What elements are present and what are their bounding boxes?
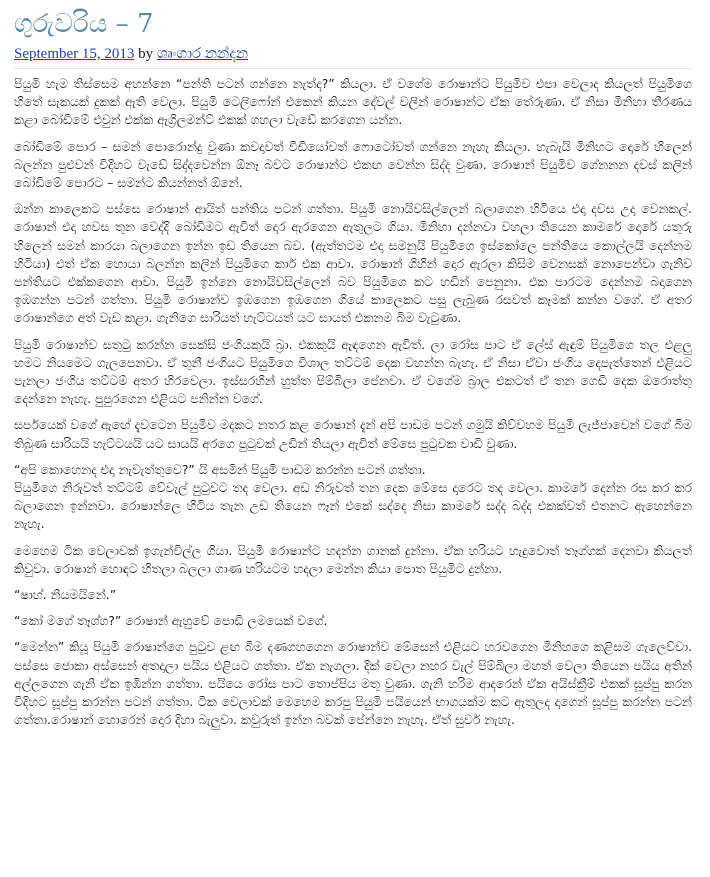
author-link[interactable]: ශෘංගාර නන්දන — [156, 46, 249, 62]
by-label: by — [138, 46, 154, 62]
paragraph: පියුමි රොෂාන්ව සතුටු කරන්න සෙක්සි ජංගියකුයි බ්‍රා. එකකුයි ඇඳගෙන ඇවිත්. ලා රෝස පාට ඒ ලේස් ඇඳුම් පියුමිගෙ තල එළලු හමට නියමෙට ගැලපෙනවා. ඒ තුනී ජංගියට පියුමිගෙ විශාල තට්ටම් දෙක වහන්න බැහැ. ඒ නිසා ඒවා ජංගිය දෙපැත්තෙන් එළියට පැනලා ජංගිය තට්ටම් අතර හිරවෙලා. ඉස්සරහින් හුත්ත පිම්බිලා පේනවා. ඒ වගේම බ්‍රාල එකටත් ඒ තන ගෙඩි දෙක ඔරොත්තු දෙන්නෙ නැහැ. පුපුරගෙන එළියට පනින්න වගේ. — [14, 336, 692, 407]
post-date-link[interactable]: September 15, 2013 — [14, 46, 135, 62]
paragraph: “මෙන්න” කියූ පියුමි රොෂාන්ගෙ පුටුව ළඟ බිම දණගහගෙන රොෂාන්ව මේසෙන් එළියට හරවගෙන මිනිහගෙ කළිසම ගැලෙව්වා. පස්සෙ ජොකා අස්සෙන් අතදාලා පයිය එළියට ගත්තා. ඒක නැගලා. දික් වෙලා නහර වැල් පිම්බිලා මහත් වෙලා තියෙන පයිය අතින් අල්ලගෙන ගැනි ඒක ඉඹින්න ගත්තා. පයියෙ රෝස පාට තොප්පිය මතු වුණා. ගැනි හරිම ආදරෙන් ඒක අයිස්ක්‍රීම් එකක් සූප්පු කරන විදිහට සූප්පු කරන්න පටන් ගත්තා. ටික වෙලාවක් මෙහෙම කරපු පියුමි පයියෙන් භාගයක්ම කට ඇතුලද දාගෙන් සූප්පු කරන්න පටන් ගත්තා.රොෂාන් හොරෙන් දොර දිහා බැලුවා. කවුරුත් ඉන්න බවක් පේන්නෙ නැහැ. ඒත් සුවර් නැහැ. — [14, 639, 692, 728]
paragraph: සර්පයෙක් වගේ ඇඟේ දැවටෙන පියුමිව මදකට නතර කළ රොෂාන් දැන් අපි පාඩම පටන් ගමුයි කිව්වහම පියුමි ලැජ්ජාවෙන් වගේ බිම තිබුණ සාරියයි හැට්ටයයි යට සායයි අරගෙ පුටුවක් උඩින් තියලා ඇවිත් මේසෙ පුටුවක වාඩි වුණා. — [14, 417, 692, 451]
post-title: ගුරුවරිය – 7 — [14, 9, 154, 39]
paragraph: “අපි කොහෙනද එදා නැවැත්තුවෙ?” යි අසමින් පියුමි පාඩම කරන්න පටන් ගත්තා. පියුමිගෙ නිරුවත් තට්ටම් වේවැල් පුටුවට තද වෙලා. අඩ නිරුවත් තන දෙක මේසෙ දාරෙට තද වෙලා. කාමරේ දෙන්න රස කර කර බලාගෙන ඉන්නවා. රොෂාන්ලෙ හිටිය තැන උඩ තියෙන ෆෑන් එකේ සද්දෙ නිසා කාමරේ සද්ද බද්ද එකක්වත් එතනට ඇහෙන්නෙ නැහැ. — [14, 461, 692, 532]
paragraph: ඔන්න කාලෙකට පස්සෙ රොෂාන් ආයිත් පන්තිය පටන් ගත්තා. පියුමි නොයිවසිල්ලෙන් බලාගෙන හිටියෙ එදා දවස උදා වෙනකල්. රොෂාන් එදා හවස තුන වෙද්දි බෝඩිමට ඇවිත් දොර ඇරගෙන ඇතුලට ගියා. මිනිහා දන්නවා වහලා තියෙන කාමරේ දොරේ යතුරු හිලෙන් සමන් කාරයා බලාගෙන ඉන්න ඉඩ තියෙන බව. (ඇත්තටම එදා සමනුයි පියුමිගෙ ඉස්කෝලෙ පන්තියෙ කොල්ලයි දෙන්නම හිටියා) එත් ඒක හොයා බලන්න කලින් පියුමිගෙ කාර් එක ආවා. රොෂාන් ගිහින් දොර ඇරලා කිසිම වෙනසක් නොපෙන්වා ගැනිව පන්තියට එක්කගෙන ආවා. පියුමි ඉන්නෙ නොයිවසිල්ලෙන් බව පියුමිගෙ කට හඩින් පෙනුනා. එක පාරටම දෙන්නම බදාගෙන ඉඹගන්න පටන් ගත්තා. පියුමි රොෂාන්ව ඉඹගෙන ඉඹගෙන ගියේ කාලෙකට පසු ලැබුණ රසවත් කෑමක් කන්න වගේ. ඒ අතර රොෂාන්ගෙ අත් වැඩ කළා. ගැනිගෙ සාරියත් හැට්ටයත් යට සායත් එකනම බිම වැටුණා. — [14, 201, 692, 326]
paragraph: “ෂාහ්. නියමයිනේ.” — [14, 587, 117, 603]
paragraph: “කෝ මගේ තෑග්ග?” රොෂාන් ඇහුවේ පොඩි ලමයෙක් වගේ. — [14, 613, 328, 629]
paragraph: පියුමි හැම තිස්සෙම අහන්නෙ “පන්ති පටන් ගන්නෙ නැත්ද?” කියලා. ඒ වගේම රොෂාන්ට පියුමිව එපා වෙලාද කියලත් පියුමිගෙ හිතේ සැකයක් දුකක් ඇති වෙලා. පියුමි ටෙලිෆෝන් එකෙන් කියන දේවල් වලින් රොෂාන්ට ඒක තේරුණා. ඒ නිසා මිනිහා තීරණය කළා බෝඩිමේ එවුන් එක්ක ඇග්‍රිලමන්ට් එකක් ගහලා වැඩේ කරගෙන යන්න. — [14, 76, 692, 128]
post-body — [14, 75, 692, 730]
paragraph: මෙහෙම ටික වෙලාවක් ඉගැන්විල්ල ගියා. පියුමි රොෂාන්ට හදන්න ගානක් දුන්නා. ඒක හරියට හැදුවොත් තෑග්ගක් දෙනවා කියලත් කිවුවා. රොෂාන් හොඳට හිතලා බලලා ගාණ හරියටම හදලා මෙන්න කියා පොත පියුමිට දුන්නා. — [14, 542, 692, 576]
paragraph: බෝඩිමේ පොර – සමන් පොරොන්දු වුණා කවදාවත් වීඩියෝවත් ෆොටෝවත් ගන්නෙ නැහැ කියලා. හැබැයි මිනිහට දොරේ හිලෙන් බලන්න පුළුවන් විදිහට වැඩේ සිද්දවෙන්න ඕනෑ බවට රොෂාන්ට එකඟ වෙන්න සිද්ද වුණා. රොෂාන් පියුමිව ගේනනන දවස් කලින් බෝඩිමේ පොරට – සමන්ට කියන්නත් ඕනේ. — [14, 138, 692, 191]
post-meta — [14, 44, 692, 69]
